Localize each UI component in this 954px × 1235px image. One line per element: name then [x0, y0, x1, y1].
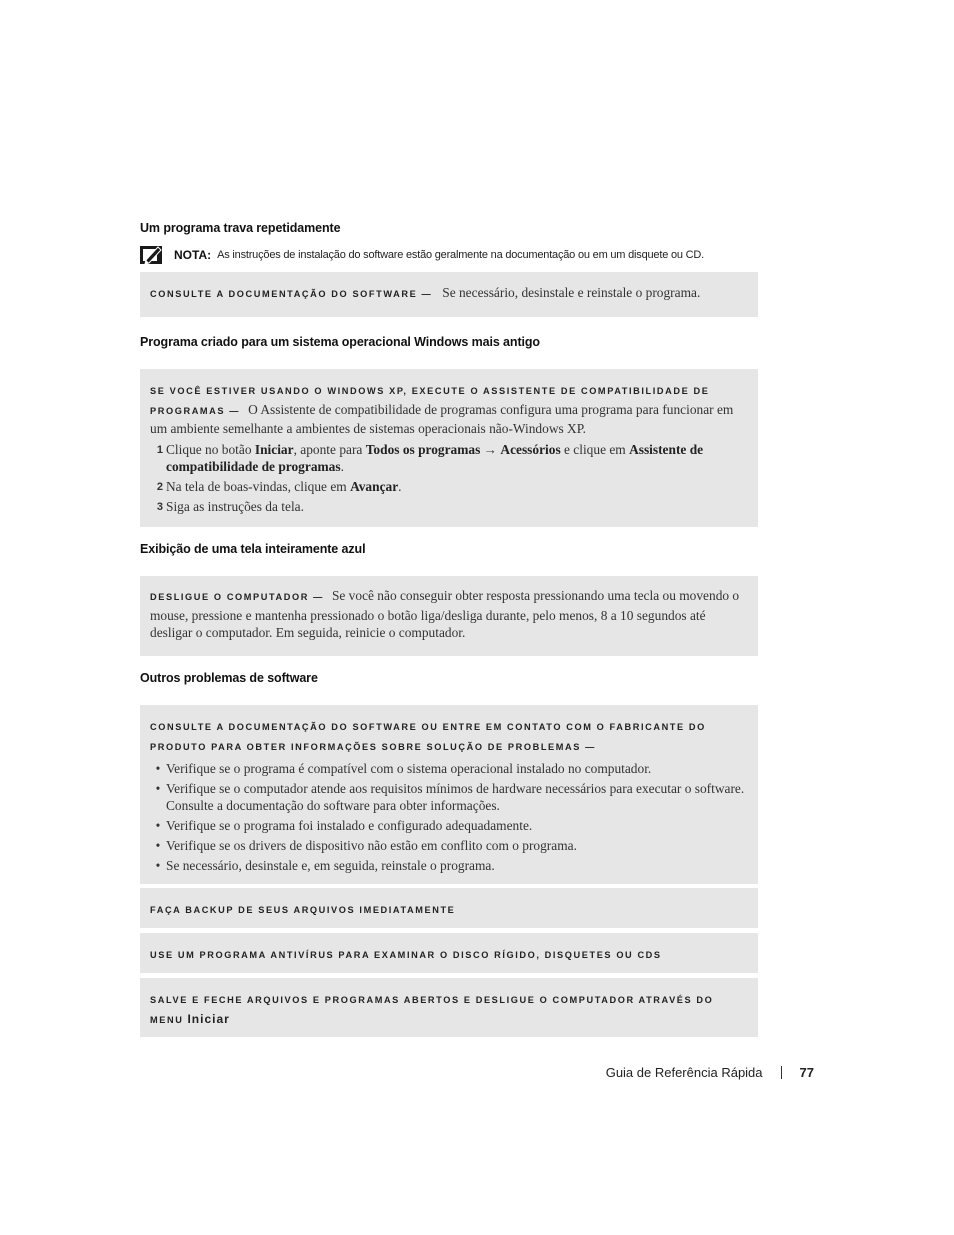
- list-item: • Verifique se o programa foi instalado e configurado adequadamente.: [155, 818, 533, 833]
- accessories-ref: Acessórios: [500, 441, 561, 457]
- start-button-ref: Iniciar: [254, 441, 294, 457]
- solution-box-consult-docs: [140, 272, 758, 317]
- box-title: CONSULTE A DOCUMENTAÇÃO DO SOFTWARE —: [150, 289, 433, 299]
- section-heading-older-windows: Programa criado para um sistema operacional Windows mais antigo: [140, 335, 540, 349]
- step-3: 3 Siga as instruções da tela.: [156, 499, 304, 514]
- solution-box-antivirus: [140, 933, 758, 973]
- box-text: O Assistente de compatibilidade de programas configura uma programa para funcionar em um ambiente semelhante a ambientes de sistemas operacionais não-Windows XP.: [150, 401, 734, 436]
- compat-wizard-ref: Assistente de compatibilidade de programas: [166, 441, 704, 474]
- footer-title: Guia de Referência Rápida: [605, 1064, 763, 1080]
- page-number: 77: [799, 1064, 814, 1080]
- page-footer: [560, 1062, 814, 1082]
- section-heading-blue-screen: Exibição de uma tela inteiramente azul: [140, 542, 366, 556]
- next-button-ref: Avançar: [350, 478, 399, 494]
- note-label: NOTA:: [174, 248, 212, 262]
- footer-divider: [781, 1066, 782, 1079]
- box-text: Se você não conseguir obter resposta pressionando uma tecla ou movendo o mouse, pressione e mantenha pressionado o botão liga/desliga durante, pelo menos, 8 a 10 segundos até desligar o computador. Em seguida, reinicie o computador.: [150, 588, 740, 640]
- list-item: • Verifique se o programa é compatível com o sistema operacional instalado no computador.: [155, 761, 652, 776]
- list-item: • Verifique se o computador atende aos requisitos mínimos de hardware necessários para executar o software. Consulte a documentação do software para obter informações.: [155, 781, 745, 813]
- solution-box-compat-wizard: [140, 369, 758, 527]
- box-title: DESLIGUE O COMPUTADOR —: [150, 592, 324, 602]
- note-text: As instruções de instalação do software estão geralmente na documentação ou em um disquete ou CD.: [217, 249, 704, 261]
- pencil-note-icon: [140, 244, 164, 266]
- box-title: CONSULTE A DOCUMENTAÇÃO DO SOFTWARE OU ENTRE EM CONTATO COM O FABRICANTE DO PRODUTO PARA OBTER INFORMAÇÕES SOBRE SOLUÇÃO DE PROBLEMAS —: [150, 722, 706, 752]
- start-menu-ref: Iniciar: [187, 1011, 230, 1026]
- list-item: • Verifique se os drivers de dispositivo não estão em conflito com o programa.: [155, 838, 577, 853]
- bullet-list: [150, 760, 748, 874]
- solution-box-shutdown: [140, 576, 758, 656]
- box-title: SALVE E FECHE ARQUIVOS E PROGRAMAS ABERTOS E DESLIGUE O COMPUTADOR ATRAVÉS DO MENU: [150, 995, 714, 1025]
- box-title: SE VOCÊ ESTIVER USANDO O WINDOWS XP, EXECUTE O ASSISTENTE DE COMPATIBILIDADE DE PROGRAMAS —: [150, 386, 710, 416]
- section-heading-other-software: Outros problemas de software: [140, 671, 318, 685]
- box-text: Se necessário, desinstale e reinstale o programa.: [442, 285, 701, 300]
- arrow-right-icon: →: [480, 441, 501, 457]
- note: [140, 242, 780, 268]
- all-programs-ref: Todos os programas: [365, 441, 481, 457]
- solution-box-backup: [140, 888, 758, 928]
- step-2: 2 Na tela de boas-vindas, clique em Avançar.: [156, 478, 402, 494]
- solution-box-save-close: [140, 978, 758, 1037]
- solution-box-contact-manufacturer: [140, 705, 758, 884]
- list-item: • Se necessário, desinstale e, em seguida, reinstale o programa.: [155, 858, 495, 873]
- step-1: 1 Clique no botão Iniciar, aponte para Todos os programas → Acessórios e clique em Assistente de compatibilidade de programas.: [156, 441, 704, 474]
- box-title: FAÇA BACKUP DE SEUS ARQUIVOS IMEDIATAMENTE: [150, 905, 456, 915]
- section-heading-program-hangs: Um programa trava repetidamente: [140, 221, 341, 235]
- box-title: USE UM PROGRAMA ANTIVÍRUS PARA EXAMINAR O DISCO RÍGIDO, DISQUETES OU CDS: [150, 950, 662, 960]
